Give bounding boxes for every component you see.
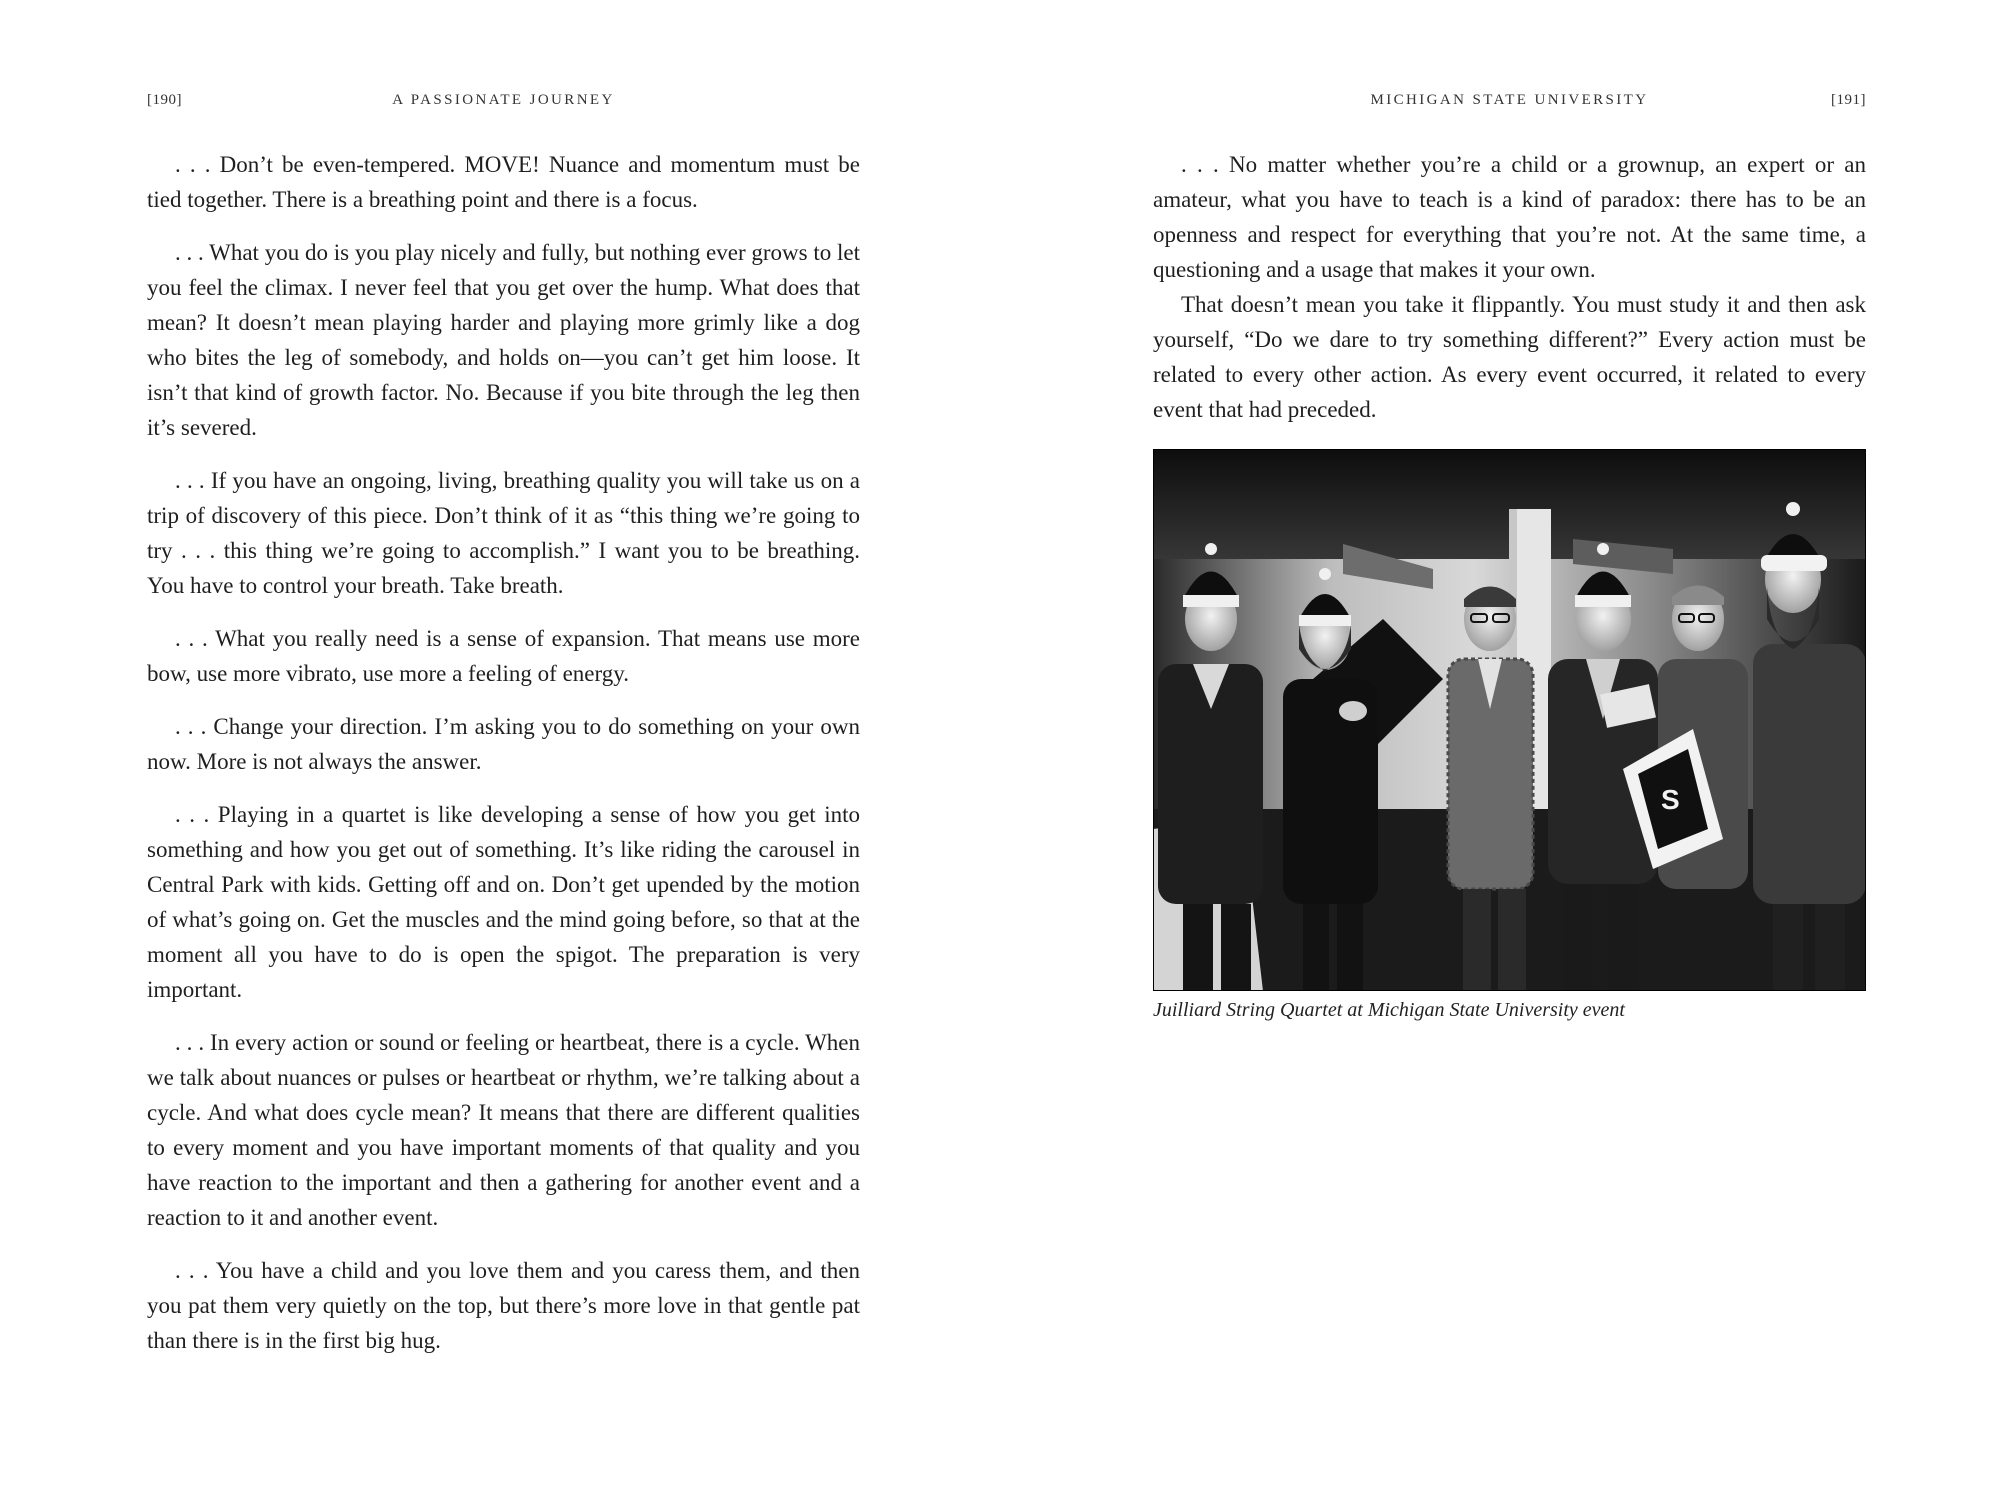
paragraph: . . . You have a child and you love them and you caress them, and then you pat them very quietly on the top, but there’s more love in that gentle pat than there is in the first big hug. — [147, 1258, 860, 1353]
paragraph: . . . No matter whether you’re a child or a grownup, an expert or an amateur, what you have to teach is a kind of paradox: there has to be an openness and respect for everything that you’re not. At the same time, a questioning and a usage that makes it your own. — [1153, 152, 1866, 282]
photo-figure — [1153, 449, 1866, 1022]
paragraph: That doesn’t mean you take it flippantly. You must study it and then ask yourself, “Do we dare to try something different?” Every action must be related to every other action. As every event occurred, it related to every event that had preceded. — [1153, 292, 1866, 422]
page-number-right: [191] — [1831, 92, 1866, 108]
right-body-text — [1153, 147, 1866, 427]
paragraph: . . . Change your direction. I’m asking you to do something on your own now. More is not always the answer. — [147, 714, 860, 774]
paragraph: . . . What you really need is a sense of expansion. That means use more bow, use more vibrato, use more a feeling of energy. — [147, 626, 860, 686]
book-title-header: A PASSIONATE JOURNEY — [392, 92, 615, 108]
paragraph: . . . Playing in a quartet is like developing a sense of how you get into something and how you get out of something. It’s like riding the carousel in Central Park with kids. Getting off and on. Don’t get upended by the motion of what’s going on. Get the muscles and the mind going before, so that at the moment all you have to do is open the spigot. The preparation is very important. — [147, 802, 860, 1002]
chapter-title-header: MICHIGAN STATE UNIVERSITY — [1370, 92, 1649, 108]
right-page — [1000, 0, 2000, 1500]
left-running-head — [147, 92, 860, 116]
quartet-photo — [1153, 449, 1866, 991]
paragraph: . . . Don’t be even-tempered. MOVE! Nuance and momentum must be tied together. There is a breathing point and there is a focus. — [147, 152, 860, 212]
photo-caption: Juilliard String Quartet at Michigan State University event — [1153, 999, 1625, 1021]
paragraph: . . . If you have an ongoing, living, breathing quality you will take us on a trip of discovery of this piece. Don’t think of it as “this thing we’re going to try . . . this thing we’re going to accomplish.” I want you to be breathing. You have to control your breath. Take breath. — [147, 468, 860, 598]
paragraph: . . . What you do is you play nicely and fully, but nothing ever grows to let you feel the climax. I never feel that you get over the hump. What does that mean? It doesn’t mean playing harder and playing more grimly like a dog who bites the leg of somebody, and holds on—you can’t get him loose. It isn’t that kind of growth factor. No. Because if you bite through the leg then it’s severed. — [147, 240, 860, 440]
paragraph: . . . In every action or sound or feeling or heartbeat, there is a cycle. When we talk about nuances or pulses or heartbeat or rhythm, we’re talking about a cycle. And what does cycle mean? It means that there are different qualities to every moment and you have important moments of that quality and you have reaction to the important and then a gathering for another event and a reaction to it and another event. — [147, 1030, 860, 1230]
page-number-left: [190] — [147, 92, 182, 108]
left-body-text — [147, 147, 860, 1376]
svg-text:S: S — [1661, 784, 1680, 815]
right-running-head — [1153, 92, 1866, 116]
